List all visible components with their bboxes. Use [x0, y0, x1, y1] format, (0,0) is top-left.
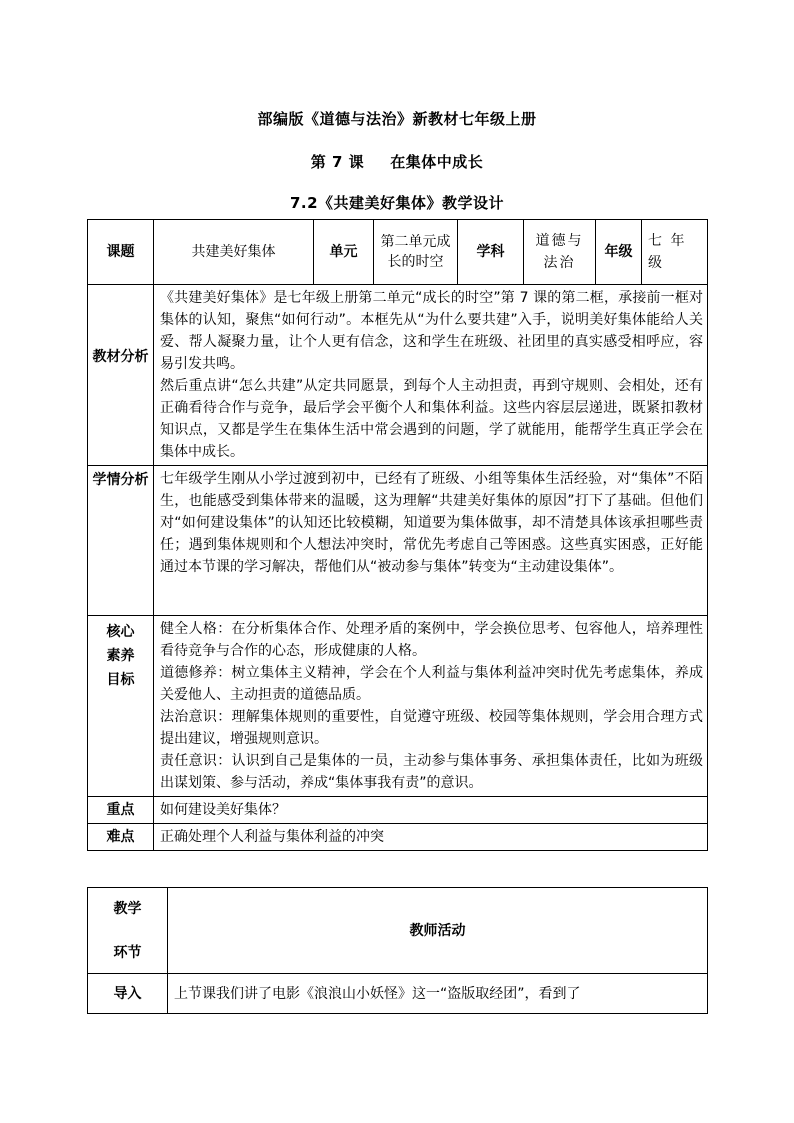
key-point-label: 重点 [88, 797, 154, 824]
core-goals-content [154, 616, 708, 797]
grade-value: 七 年级 [642, 220, 708, 285]
subject-label: 学科 [458, 220, 524, 285]
student-paragraph: 七年级学生刚从小学过渡到初中，已经有了班级、小组等集体生活经验，对“集体”不陌生，也能感受到集体带来的温暖，这为理解“共建美好集体的原因”打下了基础。但他们对“如何建设集体”的认知还比较模糊，知道要为集体做事，却不清楚具体该承担哪些责任；遇到集体规则和个人想法冲突时，常优先考虑自己等困惑。这些真实困惑，正好能通过本节课的学习解决，帮他们从“被动参与集体”转变为“主动建设集体”。 [160, 471, 703, 575]
core-goals-label: 核心素养目标 [88, 616, 154, 797]
lesson-title [0, 151, 794, 172]
goal-paragraph: 健全人格：在分析集体合作、处理矛盾的案例中，学会换位思考、包容他人，培养理性看待竞争与合作的心态，形成健康的人格。 [160, 621, 703, 659]
unit-value: 第二单元成长的时空 [374, 220, 458, 285]
topic-value: 共建美好集体 [154, 220, 314, 285]
process-row [88, 974, 708, 1014]
info-row [88, 220, 708, 285]
student-analysis-content [154, 466, 708, 616]
intro-text: 上节课我们讲了电影《浪浪山小妖怪》这一“盗版取经团”，看到了 [168, 974, 708, 1014]
teaching-process-table [87, 887, 708, 1014]
textbook-analysis-row [88, 285, 708, 466]
difficulty-value: 正确处理个人利益与集体利益的冲突 [154, 824, 708, 851]
segment-header: 教学 环节 [88, 888, 168, 974]
document-title: 部编版《道德与法治》新教材七年级上册 [257, 110, 537, 128]
process-header-row [88, 888, 708, 974]
difficulty-row [88, 824, 708, 851]
lesson-number: 第 7 课 [310, 153, 365, 171]
goal-paragraph: 法治意识：理解集体规则的重要性，自觉遵守班级、校园等集体规则，学会用合理方式提出建议，增强规则意识。 [160, 709, 703, 747]
unit-label: 单元 [314, 220, 374, 285]
lesson-info-table [87, 219, 708, 851]
textbook-analysis-label: 教材分析 [88, 285, 154, 466]
lesson-name: 在集体中成长 [390, 153, 484, 171]
core-goals-row [88, 616, 708, 797]
teacher-activity-header: 教师活动 [168, 888, 708, 974]
textbook-analysis-content [154, 285, 708, 466]
topic-label: 课题 [88, 220, 154, 285]
subject-value: 道德与法治 [524, 220, 596, 285]
student-analysis-label: 学情分析 [88, 466, 154, 616]
key-point-row [88, 797, 708, 824]
key-point-value: 如何建设美好集体？ [154, 797, 708, 824]
grade-label: 年级 [596, 220, 642, 285]
student-analysis-row [88, 466, 708, 616]
textbook-paragraph: 《共建美好集体》是七年级上册第二单元“成长的时空”第 7 课的第二框，承接前一框对集体的认知，聚焦“如何行动”。本框先从“为什么要共建”入手，说明美好集体能给人关爱、帮人凝聚力量，让个人更有信念，这和学生在班级、社团里的真实感受相呼应，容易引发共鸣。 [160, 290, 703, 372]
goal-paragraph: 道德修养：树立集体主义精神，学会在个人利益与集体利益冲突时优先考虑集体，养成关爱他人、主动担责的道德品质。 [160, 665, 703, 703]
design-title: 7.2《共建美好集体》教学设计 [289, 194, 505, 212]
goal-paragraph: 责任意识：认识到自己是集体的一员，主动参与集体事务、承担集体责任，比如为班级出谋划策、参与活动，养成“集体事我有责”的意识。 [160, 753, 703, 791]
segment-intro-label: 导入 [88, 974, 168, 1014]
difficulty-label: 难点 [88, 824, 154, 851]
textbook-paragraph: 然后重点讲“怎么共建”从定共同愿景，到每个人主动担责，再到守规则、会相处，还有正确看待合作与竞争，最后学会平衡个人和集体利益。这些内容层层递进，既紧扣教材知识点，又都是学生在集体生活中常会遇到的问题，学了就能用，能帮学生真正学会在集体中成长。 [160, 378, 703, 460]
